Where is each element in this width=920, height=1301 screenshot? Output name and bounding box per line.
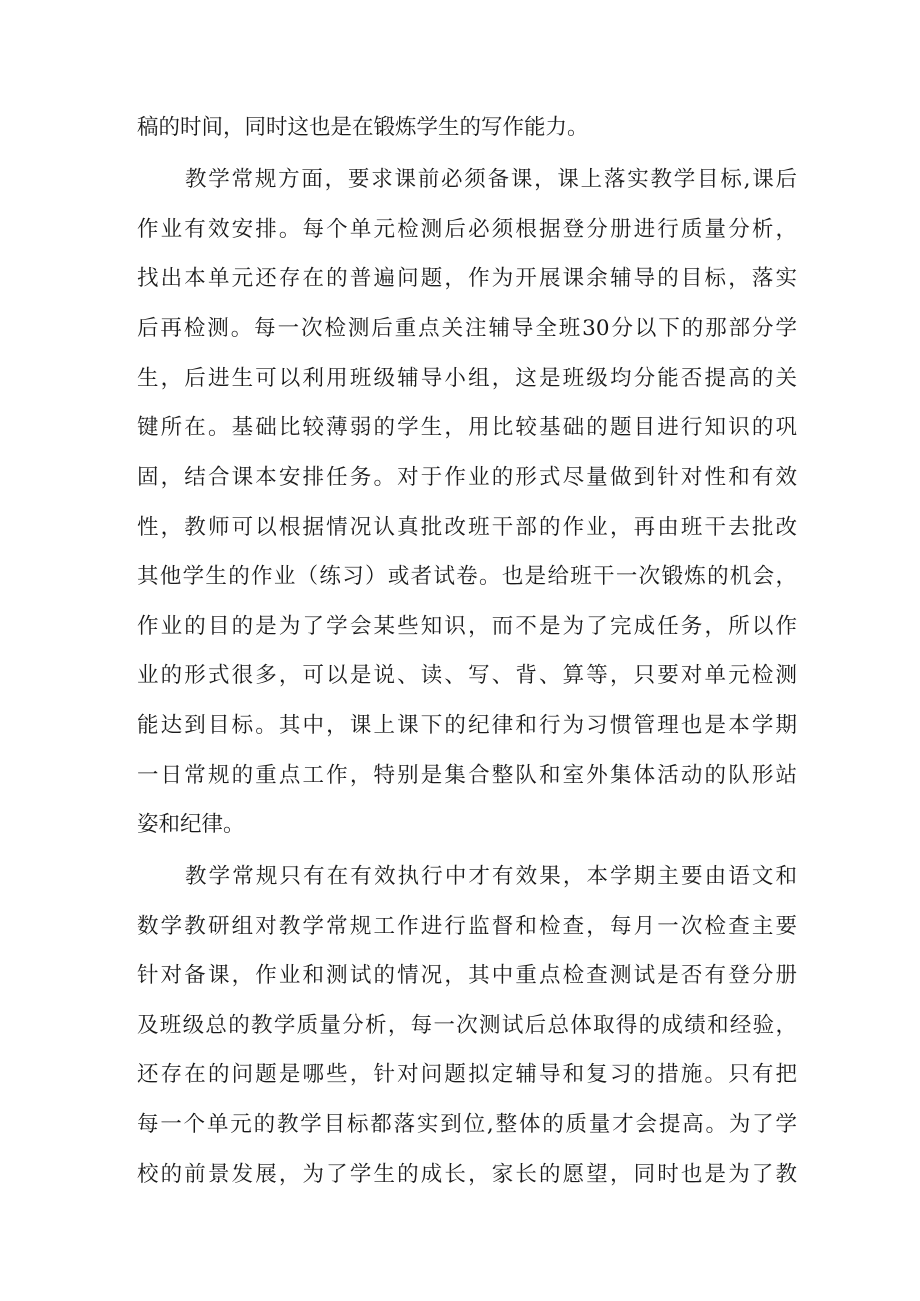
paragraph-first-line: 教学常规只有在有效执行中才有效果，本学期主要由语文和 [185, 864, 797, 889]
text-line: 后再检测。每一次检测后重点关注辅导全班30分以下的那部分学 [137, 316, 797, 341]
text-line: 固，结合课本安排任务。对于作业的形式尽量做到针对性和有效 [137, 465, 797, 490]
text-line: 能达到目标。其中，课上课下的纪律和行为习惯管理也是本学期 [137, 713, 797, 738]
text-line: 作业有效安排。每个单元检测后必须根据登分册进行质量分析， [137, 217, 797, 242]
text-line: 生，后进生可以利用班级辅导小组，这是班级均分能否提高的关 [137, 366, 797, 391]
paragraph-last-line: 姿和纪律。 [137, 812, 245, 837]
text-line: 其他学生的作业（练习）或者试卷。也是给班干一次锻炼的机会， [137, 564, 797, 589]
text-line: 数学教研组对教学常规工作进行监督和检查，每月一次检查主要 [137, 914, 797, 939]
text-line: 针对备课，作业和测试的情况，其中重点检查测试是否有登分册 [137, 963, 797, 988]
text-line: 找出本单元还存在的普遍问题，作为开展课余辅导的目标，落实 [137, 266, 797, 291]
text-line: 还存在的问题是哪些，针对问题拟定辅导和复习的措施。只有把 [137, 1062, 797, 1087]
text-line: 作业的目的是为了学会某些知识，而不是为了完成任务，所以作 [137, 614, 797, 639]
text-line: 性，教师可以根据情况认真批改班干部的作业，再由班干去批改 [137, 515, 797, 540]
text-line: 一日常规的重点工作，特别是集合整队和室外集体活动的队形站 [137, 763, 797, 788]
text-line: 每一个单元的教学目标都落实到位,整体的质量才会提高。为了学 [137, 1112, 797, 1137]
text-line: 稿的时间，同时这也是在锻炼学生的写作能力。 [137, 115, 589, 140]
text-line: 业的形式很多，可以是说、读、写、背、算等，只要对单元检测 [137, 663, 797, 688]
text-line: 键所在。基础比较薄弱的学生，用比较基础的题目进行知识的巩 [137, 415, 797, 440]
paragraph-first-line: 教学常规方面，要求课前必须备课，课上落实教学目标,课后 [185, 167, 797, 192]
text-line: 及班级总的教学质量分析，每一次测试后总体取得的成绩和经验， [137, 1013, 797, 1038]
text-line: 校的前景发展，为了学生的成长，家长的愿望，同时也是为了教 [137, 1162, 797, 1187]
